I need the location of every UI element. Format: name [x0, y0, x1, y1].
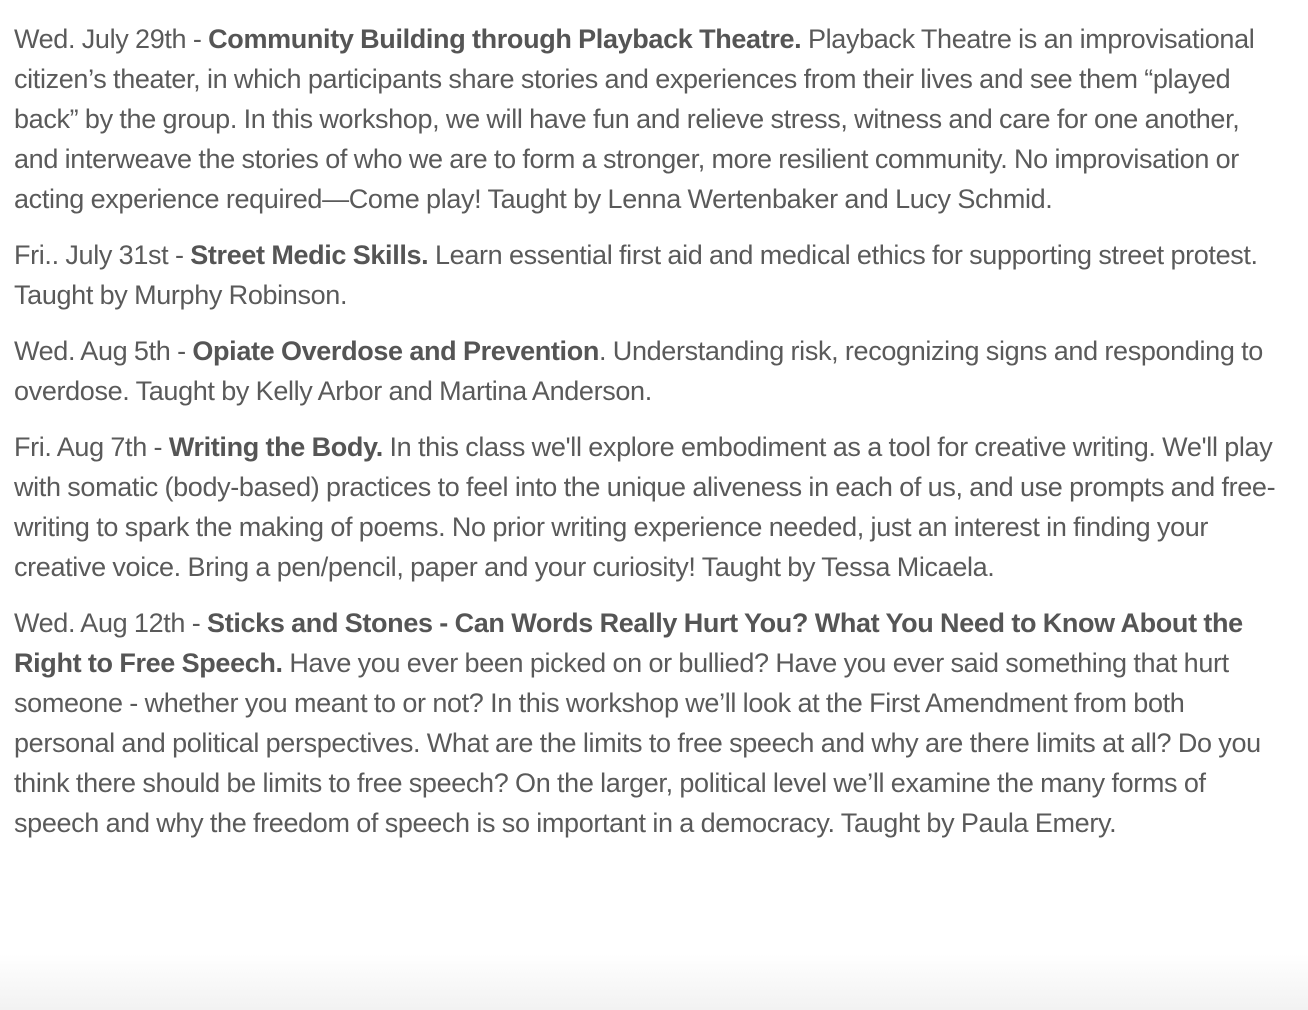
- event-street-medic: [14, 235, 1286, 315]
- event-title: Community Building through Playback Theatre.: [208, 24, 802, 54]
- event-description: In this class we'll explore embodiment as a tool for creative writing. We'll play with somatic (body-based) practices to feel into the unique aliveness in each of us, and use prompts and free-writing to spark the making of poems. No prior writing experience needed, just an interest in finding your creative voice. Bring a pen/pencil, paper and your curiosity! Taught by Tessa Micaela.: [14, 432, 1276, 582]
- event-list: [14, 19, 1286, 859]
- event-playback-theatre: [14, 19, 1286, 219]
- event-date: Fri.. July 31st -: [14, 240, 191, 270]
- event-date: Fri. Aug 7th -: [14, 432, 169, 462]
- event-date: Wed. Aug 12th -: [14, 608, 208, 638]
- event-date: Wed. July 29th -: [14, 24, 209, 54]
- event-title: Writing the Body.: [168, 432, 383, 462]
- scroll-fade: [0, 954, 1308, 1010]
- event-title: Street Medic Skills.: [190, 240, 429, 270]
- event-title: Opiate Overdose and Prevention: [192, 336, 599, 366]
- event-description: Have you ever been picked on or bullied? Have you ever said something that hurt someone - whether you meant to or not? In this workshop we’ll look at the First Amendment from both personal and political perspectives. What are the limits to free speech and why are there limits at all? Do you think there should be limits to free speech? On the larger, political level we’ll examine the many forms of speech and why the freedom of speech is so important in a democracy. Taught by Paula Emery.: [14, 648, 1261, 838]
- event-date: Wed. Aug 5th -: [14, 336, 193, 366]
- event-description: . Understanding risk, recognizing signs and responding to overdose. Taught by Kelly Arbor and Martina Anderson.: [14, 336, 1263, 406]
- event-opiate-overdose: [14, 331, 1286, 411]
- event-description: Playback Theatre is an improvisational citizen’s theater, in which participants share stories and experiences from their lives and see them “played back” by the group. In this workshop, we will have fun and relieve stress, witness and care for one another, and interweave the stories of who we are to form a stronger, more resilient community. No improvisation or acting experience required—Come play! Taught by Lenna Wertenbaker and Lucy Schmid.: [14, 24, 1255, 214]
- event-description: Learn essential first aid and medical ethics for supporting street protest. Taught by Murphy Robinson.: [14, 240, 1258, 310]
- event-title: Sticks and Stones - Can Words Really Hurt You? What You Need to Know About the Right to Free Speech.: [14, 608, 1243, 678]
- event-free-speech: [14, 603, 1286, 843]
- event-writing-the-body: [14, 427, 1286, 587]
